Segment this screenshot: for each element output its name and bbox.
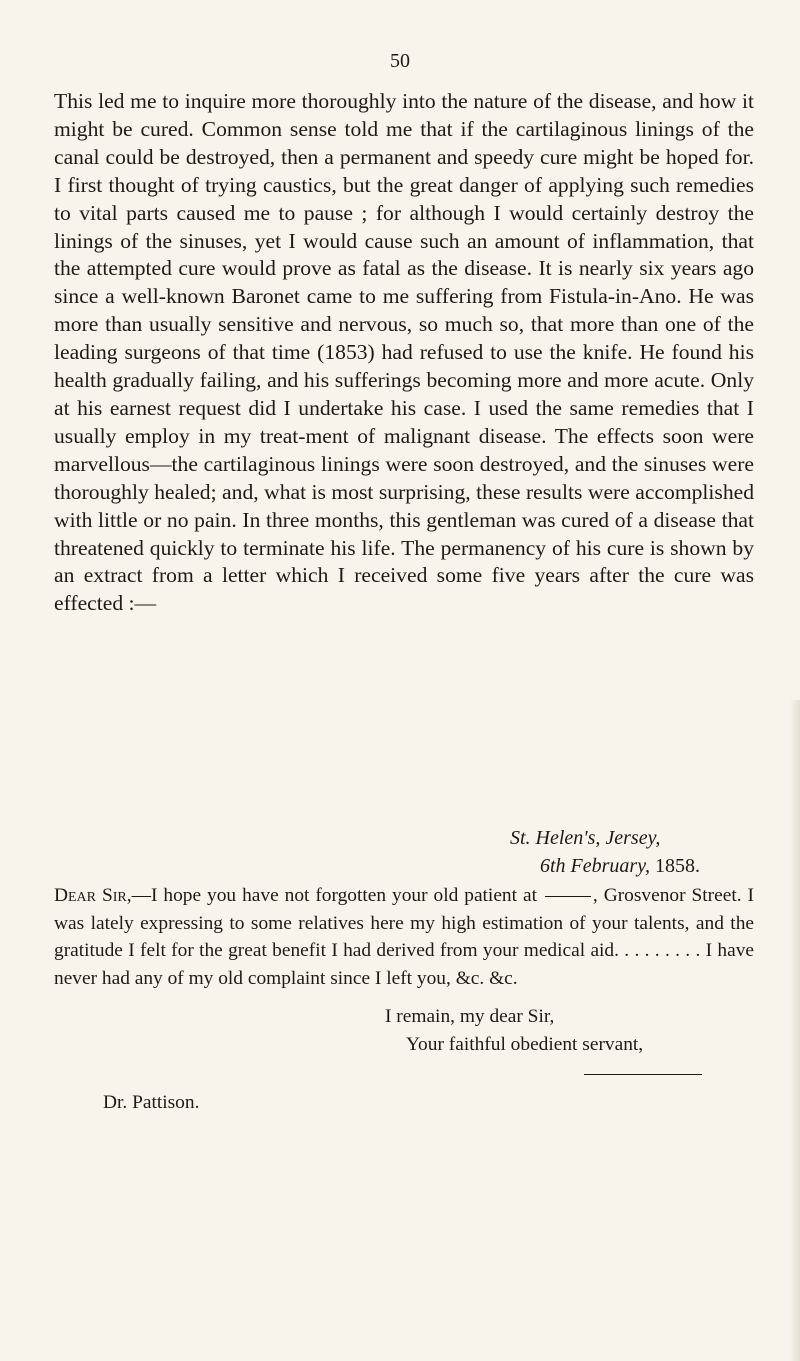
letter-body-part1: —I hope you have not forgotten your old patient at	[131, 885, 537, 906]
letter-date	[540, 853, 700, 879]
omitted-name-dash	[545, 896, 591, 897]
letter-salutation: Dear Sir,	[54, 885, 132, 906]
letter-addressee: Dr. Pattison.	[103, 1092, 200, 1113]
signature-line	[584, 1074, 702, 1075]
main-paragraph: This led me to inquire more thoroughly into the nature of the disease, and how it might be cured. Common sense told me that if the cartilaginous linings of the canal could be destroyed, then a permanent and speedy cure might be hoped for. I first thought of trying caustics, but the great danger of applying such remedies to vital parts caused me to pause ; for although I would certainly destroy the linings of the sinuses, yet I would cause such an amount of inflammation, that the attempted cure would prove as fatal as the disease. It is nearly six years ago since a well-known Baronet came to me suffering from Fistula-in-Ano. He was more than usually sensitive and nervous, so much so, that more than one of the leading surgeons of that time (1853) had refused to use the knife. He found his health gradually failing, and his sufferings becoming more and more acute. Only at his earnest request did I undertake his case. I used the same remedies that I usually employ in my treat-ment of malignant disease. The effects soon were marvellous—the cartilaginous linings were soon destroyed, and the sinuses were thoroughly healed; and, what is most surprising, these results were accomplished with little or no pain. In three months, this gentleman was cured of a disease that threatened quickly to terminate his life. The permanency of his cure is shown by an extract from a letter which I received some five years after the cure was effected :—	[54, 89, 754, 616]
page-edge-shadow	[790, 700, 800, 1361]
letter-closing-line1: I remain, my dear Sir,	[385, 1006, 555, 1027]
letter-body	[54, 882, 754, 992]
letter-place: St. Helen's, Jersey,	[510, 827, 661, 849]
letter-date-year: 1858.	[655, 855, 700, 877]
letter-closing-line2: Your faithful obedient servant,	[406, 1034, 644, 1055]
letter-date-day: 6th February,	[540, 855, 650, 877]
page-number: 50	[390, 50, 410, 72]
letter-body-part2: , Grosvenor Street. I was lately expressing to some relatives here my high estimation of your talents, and the gratitude I felt for the great benefit I had derived from your medical aid. . . . . . . . . I have never had any of my old complaint since I left you, &c. &c.	[54, 885, 754, 989]
